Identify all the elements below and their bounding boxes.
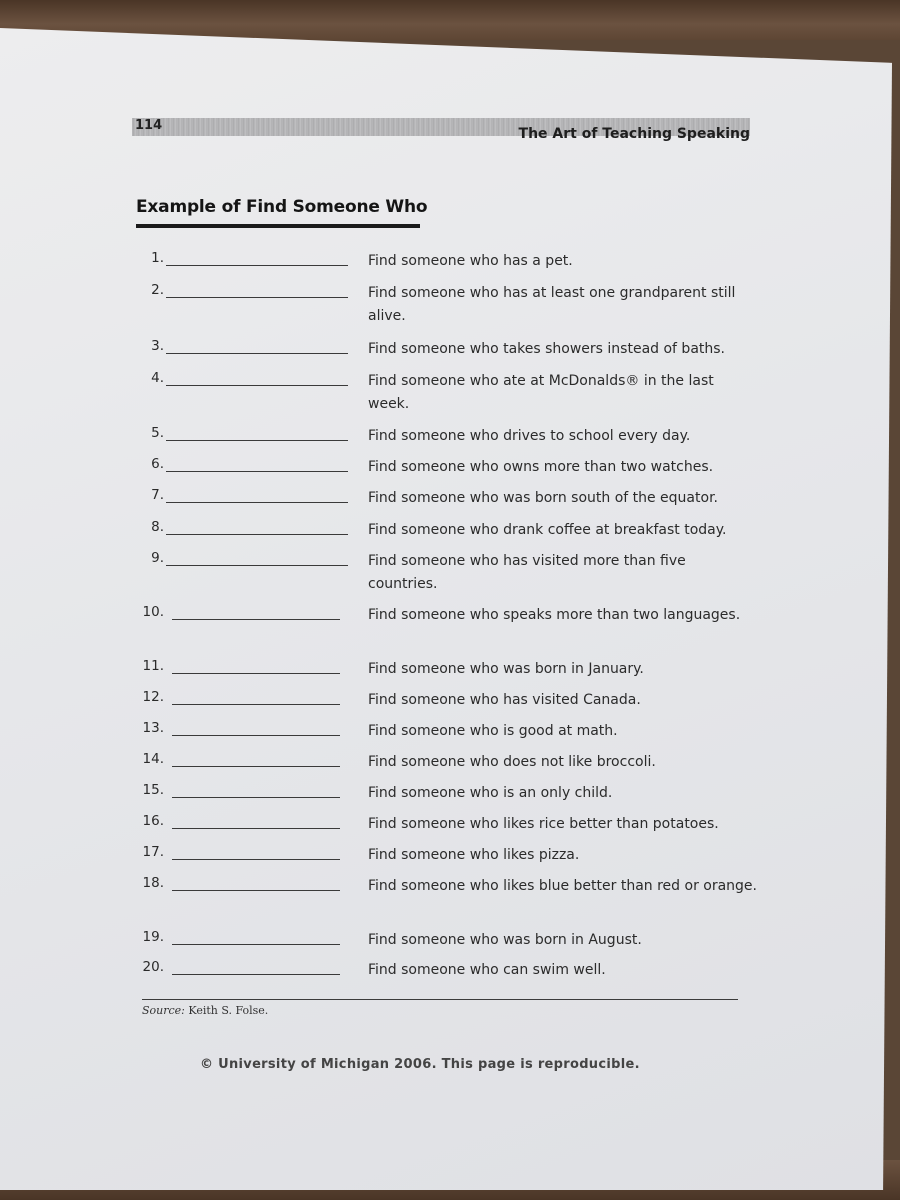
source-name: Keith S. Folse. bbox=[188, 1004, 269, 1017]
item-number: 11. bbox=[142, 658, 164, 674]
answer-blank bbox=[166, 297, 348, 298]
answer-blank bbox=[172, 974, 340, 975]
answer-blank bbox=[166, 534, 348, 535]
item-number: 9. bbox=[151, 550, 164, 566]
item-number: 18. bbox=[142, 875, 164, 891]
copyright-notice: © University of Michigan 2006. This page is reproducible. bbox=[200, 1057, 640, 1072]
item-number: 14. bbox=[142, 751, 164, 767]
item-prompt: Find someone who likes blue better than red or orange. bbox=[368, 878, 757, 894]
item-prompt: Find someone who was born in January. bbox=[368, 661, 644, 677]
answer-blank bbox=[172, 619, 340, 620]
source-label: Source: bbox=[142, 1004, 185, 1017]
answer-blank bbox=[166, 565, 348, 566]
answer-blank bbox=[172, 673, 340, 674]
item-number: 17. bbox=[142, 844, 164, 860]
item-prompt: Find someone who likes rice better than potatoes. bbox=[368, 816, 719, 832]
item-number: 6. bbox=[151, 456, 164, 472]
item-prompt: Find someone who was born south of the equator. bbox=[368, 490, 718, 506]
source-credit bbox=[142, 1004, 268, 1017]
item-number: 15. bbox=[142, 782, 164, 798]
page-number: 114 bbox=[135, 118, 163, 133]
item-number: 3. bbox=[151, 338, 164, 354]
answer-blank bbox=[172, 797, 340, 798]
item-number: 13. bbox=[142, 720, 164, 736]
item-number: 7. bbox=[151, 487, 164, 503]
item-prompt: Find someone who takes showers instead of baths. bbox=[368, 341, 726, 357]
item-prompt: Find someone who has a pet. bbox=[368, 253, 573, 269]
item-prompt: Find someone who owns more than two watches. bbox=[368, 459, 714, 475]
answer-blank bbox=[166, 385, 348, 386]
answer-blank bbox=[172, 766, 340, 767]
footer-rule bbox=[142, 999, 738, 1000]
item-prompt: Find someone who drank coffee at breakfast today. bbox=[368, 522, 727, 538]
answer-blank bbox=[166, 471, 348, 472]
answer-blank bbox=[172, 704, 340, 705]
item-number: 16. bbox=[142, 813, 164, 829]
item-prompt: Find someone who likes pizza. bbox=[368, 847, 580, 863]
item-number: 1. bbox=[151, 250, 164, 266]
item-prompt: Find someone who does not like broccoli. bbox=[368, 754, 656, 770]
item-prompt: Find someone who is good at math. bbox=[368, 723, 618, 739]
item-prompt: Find someone who has at least one grandparent still alive. bbox=[368, 285, 736, 324]
item-prompt: Find someone who speaks more than two languages. bbox=[368, 607, 741, 623]
item-number: 12. bbox=[142, 689, 164, 705]
item-number: 19. bbox=[142, 929, 164, 945]
answer-blank bbox=[166, 265, 348, 266]
item-number: 8. bbox=[151, 519, 164, 535]
item-prompt: Find someone who was born in August. bbox=[368, 932, 642, 948]
item-number: 2. bbox=[151, 282, 164, 298]
answer-blank bbox=[172, 944, 340, 945]
item-number: 5. bbox=[151, 425, 164, 441]
item-prompt: Find someone who has visited Canada. bbox=[368, 692, 641, 708]
item-prompt: Find someone who drives to school every day. bbox=[368, 428, 691, 444]
section-title: Example of Find Someone Who bbox=[136, 197, 428, 217]
item-number: 4. bbox=[151, 370, 164, 386]
item-prompt: Find someone who ate at McDonalds® in the last week. bbox=[368, 373, 714, 412]
answer-blank bbox=[166, 440, 348, 441]
item-number: 10. bbox=[142, 604, 164, 620]
item-prompt: Find someone who has visited more than five countries. bbox=[368, 553, 686, 592]
item-prompt: Find someone who can swim well. bbox=[368, 962, 606, 978]
item-number: 20. bbox=[142, 959, 164, 975]
answer-blank bbox=[166, 502, 348, 503]
answer-blank bbox=[172, 828, 340, 829]
answer-blank bbox=[172, 859, 340, 860]
item-prompt: Find someone who is an only child. bbox=[368, 785, 613, 801]
answer-blank bbox=[172, 735, 340, 736]
running-head: The Art of Teaching Speaking bbox=[518, 126, 750, 142]
answer-blank bbox=[172, 890, 340, 891]
answer-blank bbox=[166, 353, 348, 354]
